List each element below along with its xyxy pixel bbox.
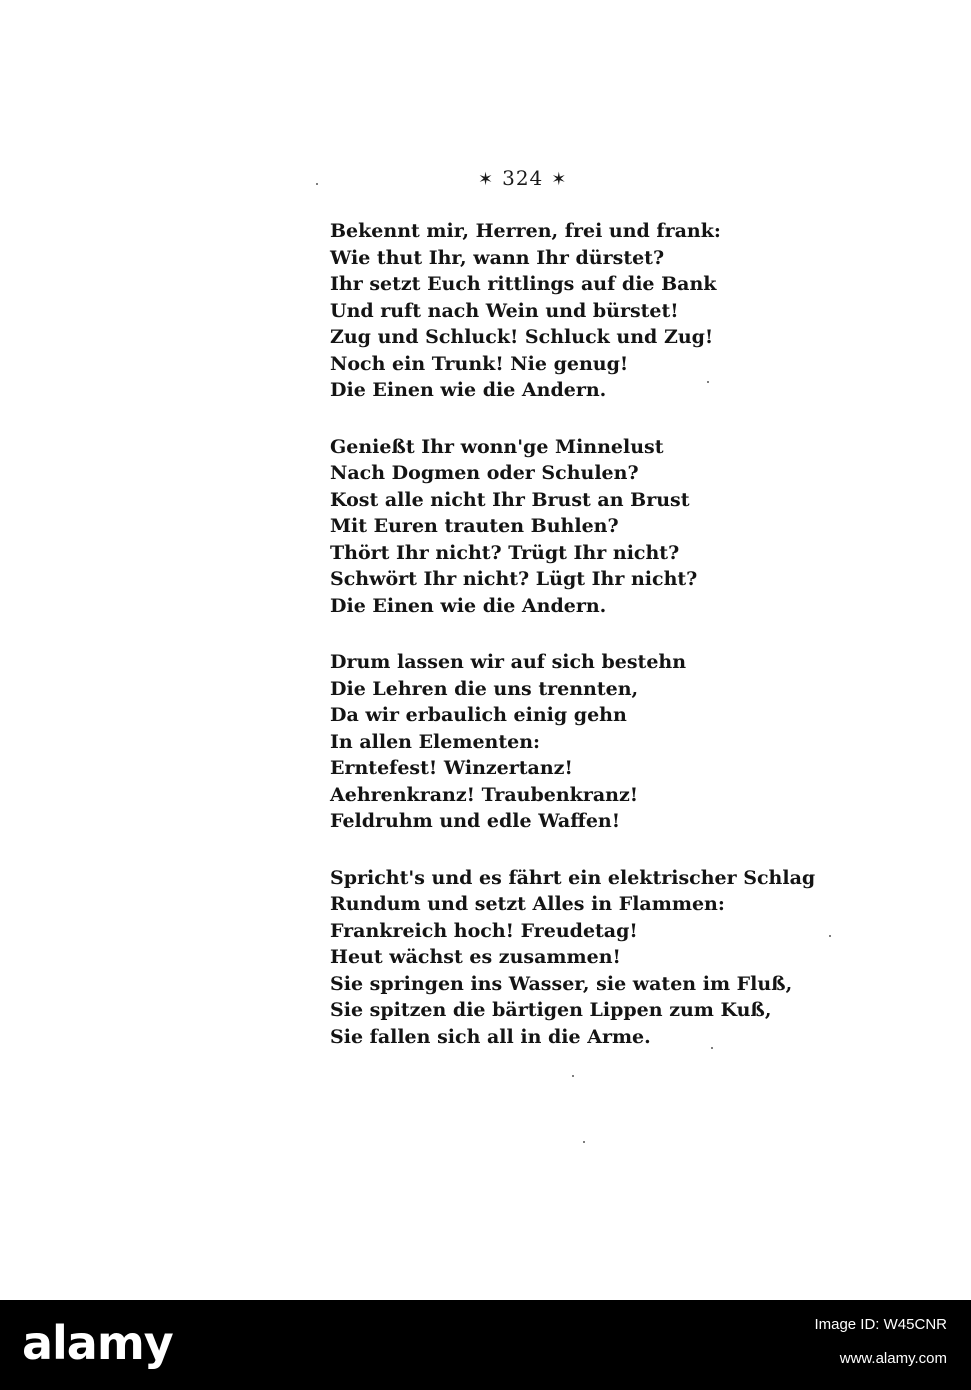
poem-line: Die Lehren die uns trennten, bbox=[330, 677, 639, 700]
poem-line: Drum lassen wir auf sich bestehn bbox=[330, 651, 687, 673]
stanza-2 bbox=[330, 434, 770, 620]
stanza-1 bbox=[330, 218, 770, 404]
poem-line: In allen Elementen: bbox=[330, 730, 541, 753]
watermark-footer bbox=[0, 1300, 971, 1390]
poem-body bbox=[330, 218, 816, 1080]
poem-line: Wie thut Ihr, wann Ihr dürstet? bbox=[330, 246, 665, 269]
poem-line: Noch ein Trunk! Nie genug! bbox=[330, 352, 629, 375]
poem-line: Die Einen wie die Andern. bbox=[330, 594, 607, 617]
poem-line: Frankreich hoch! Freudetag! bbox=[330, 919, 638, 942]
scan-speck bbox=[707, 381, 709, 383]
scan-speck bbox=[829, 935, 831, 937]
scan-speck bbox=[711, 1047, 713, 1049]
poem-line: Rundum und setzt Alles in Flammen: bbox=[330, 893, 725, 915]
poem-line: Erntefest! Winzertanz! bbox=[330, 757, 573, 779]
poem-line: Spricht's und es fährt ein elektrischer Schlag bbox=[330, 866, 816, 889]
poem-line: Schwört Ihr nicht? Lügt Ihr nicht? bbox=[330, 568, 698, 590]
stanza-3 bbox=[330, 649, 770, 835]
site-url: www.alamy.com bbox=[839, 1350, 947, 1367]
alamy-logo: alamy bbox=[22, 1316, 173, 1370]
poem-line: Zug und Schluck! Schluck und Zug! bbox=[330, 326, 714, 348]
stanza-4 bbox=[330, 865, 816, 1051]
ornament-right-icon: ✶ bbox=[551, 169, 568, 190]
poem-line: Bekennt mir, Herren, frei und frank: bbox=[330, 220, 721, 242]
page-number: 324 bbox=[502, 166, 544, 190]
poem-line: Feldruhm und edle Waffen! bbox=[330, 810, 621, 832]
poem-line: Da wir erbaulich einig gehn bbox=[330, 704, 627, 726]
poem-line: Ihr setzt Euch rittlings auf die Bank bbox=[330, 273, 717, 295]
poem-line: Thört Ihr nicht? Trügt Ihr nicht? bbox=[330, 541, 680, 564]
poem-line: Heut wächst es zusammen! bbox=[330, 946, 621, 968]
image-id-label: Image ID: W45CNR bbox=[814, 1316, 947, 1333]
poem-line: Sie springen ins Wasser, sie waten im Fluß, bbox=[330, 972, 793, 995]
poem-line: Sie fallen sich all in die Arme. bbox=[330, 1025, 651, 1048]
scan-speck bbox=[316, 183, 318, 185]
scan-speck bbox=[572, 1075, 574, 1077]
poem-line: Die Einen wie die Andern. bbox=[330, 379, 607, 401]
poem-line: Aehrenkranz! Traubenkranz! bbox=[330, 783, 639, 806]
ornament-left-icon: ✶ bbox=[478, 169, 495, 190]
poem-line: Kost alle nicht Ihr Brust an Brust bbox=[330, 488, 690, 511]
poem-line: Sie spitzen die bärtigen Lippen zum Kuß, bbox=[330, 999, 772, 1021]
poem-line: Genießt Ihr wonn'ge Minnelust bbox=[330, 435, 664, 458]
poem-line: Nach Dogmen oder Schulen? bbox=[330, 462, 639, 484]
page-number-header bbox=[470, 166, 575, 190]
poem-line: Mit Euren trauten Buhlen? bbox=[330, 515, 619, 537]
scan-speck bbox=[583, 1141, 585, 1143]
poem-line: Und ruft nach Wein und bürstet! bbox=[330, 299, 679, 322]
